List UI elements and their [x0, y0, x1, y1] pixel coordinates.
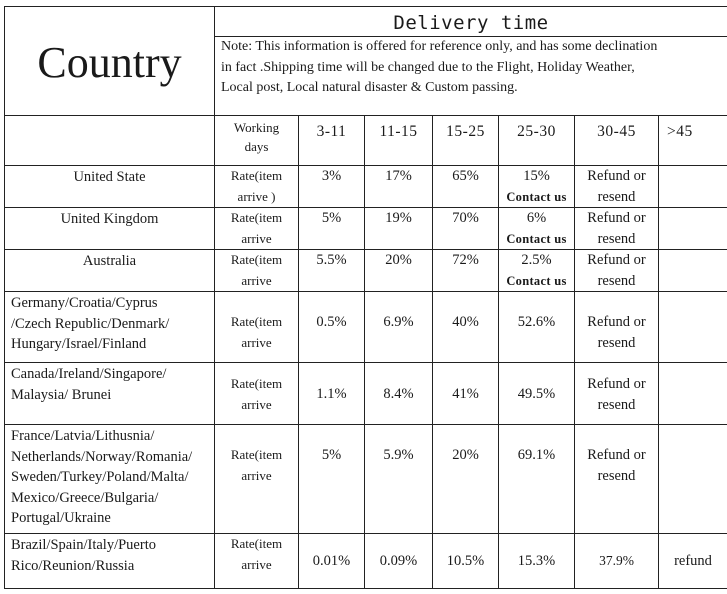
note-line: Note: This information is offered for reference only, and has some declination: [221, 39, 658, 54]
value-cell: 0.5%: [299, 292, 365, 363]
refund-cell: Refund or resend: [575, 166, 659, 208]
note-line: Local post, Local natural disaster & Custom passing.: [221, 80, 518, 95]
country-cell: Australia: [5, 250, 215, 292]
delivery-time-table: [4, 6, 727, 589]
value-cell: 15% Contact us: [499, 166, 575, 208]
value-cell: 5.5%: [299, 250, 365, 292]
value-cell: [659, 425, 727, 534]
value-cell: 5%: [299, 425, 365, 534]
country-cell: Brazil/Spain/Italy/Puerto Rico/Reunion/Russia: [5, 534, 215, 589]
blank-header-cell: [5, 116, 215, 166]
rate-cell: Rate(item arrive: [215, 292, 299, 363]
rate-cell: Rate(item arrive: [215, 363, 299, 425]
table-row: [5, 534, 727, 589]
value-cell: 5.9%: [365, 425, 433, 534]
value-cell: 6.9%: [365, 292, 433, 363]
value-cell: [659, 166, 727, 208]
table-row: [5, 363, 727, 425]
refund-cell: Refund or resend: [575, 425, 659, 534]
contact-us-link[interactable]: Contact us: [506, 273, 567, 288]
value-cell: 17%: [365, 166, 433, 208]
contact-us-link[interactable]: Contact us: [506, 189, 567, 204]
value-cell: [659, 208, 727, 250]
value-cell: [659, 292, 727, 363]
note-text: [215, 37, 727, 116]
range-header-30-45: 30-45: [575, 116, 659, 166]
table-row: [5, 292, 727, 363]
table-row: [5, 250, 727, 292]
value-cell: 8.4%: [365, 363, 433, 425]
working-days-header: Working days: [215, 116, 299, 166]
refund-cell: Refund or resend: [575, 208, 659, 250]
range-header-25-30: 25-30: [499, 116, 575, 166]
range-header-15-25: 15-25: [433, 116, 499, 166]
value-cell: 6% Contact us: [499, 208, 575, 250]
value-cell: 10.5%: [433, 534, 499, 589]
country-cell: France/Latvia/Lithusnia/ Netherlands/Norway/Romania/ Sweden/Turkey/Poland/Malta/ Mexico/Greece/Bulgaria/ Portugal/Ukraine: [5, 425, 215, 534]
value-cell: 72%: [433, 250, 499, 292]
country-cell: Canada/Ireland/Singapore/ Malaysia/ Brunei: [5, 363, 215, 425]
range-header-3-11: 3-11: [299, 116, 365, 166]
rate-cell: Rate(item arrive ): [215, 166, 299, 208]
refund-cell: Refund or resend: [575, 292, 659, 363]
value-cell: 41%: [433, 363, 499, 425]
value-cell: 49.5%: [499, 363, 575, 425]
value-cell: [659, 363, 727, 425]
range-header-over-45: >45: [659, 116, 727, 166]
value-cell: 5%: [299, 208, 365, 250]
country-cell: Germany/Croatia/Cyprus /Czech Republic/Denmark/ Hungary/Israel/Finland: [5, 292, 215, 363]
value-cell: 3%: [299, 166, 365, 208]
value-cell: 37.9%: [575, 534, 659, 589]
value-cell: 20%: [365, 250, 433, 292]
value-cell: 20%: [433, 425, 499, 534]
contact-us-link[interactable]: Contact us: [506, 231, 567, 246]
country-cell: United State: [5, 166, 215, 208]
table-row: [5, 166, 727, 208]
table-row: [5, 208, 727, 250]
value-cell: 65%: [433, 166, 499, 208]
page-title: Delivery time: [215, 7, 727, 37]
value-cell: 15.3%: [499, 534, 575, 589]
refund-cell: Refund or resend: [575, 363, 659, 425]
refund-cell: Refund or resend: [575, 250, 659, 292]
value-cell: 1.1%: [299, 363, 365, 425]
country-cell: United Kingdom: [5, 208, 215, 250]
range-header-11-15: 11-15: [365, 116, 433, 166]
value-cell: 2.5% Contact us: [499, 250, 575, 292]
value-cell: 40%: [433, 292, 499, 363]
value-cell: 52.6%: [499, 292, 575, 363]
table-row: [5, 425, 727, 534]
rate-cell: Rate(item arrive: [215, 534, 299, 589]
rate-cell: Rate(item arrive: [215, 208, 299, 250]
value-cell: [659, 250, 727, 292]
value-cell: 0.01%: [299, 534, 365, 589]
value-cell: 70%: [433, 208, 499, 250]
country-column-header: Country: [5, 7, 215, 116]
value-cell: 69.1%: [499, 425, 575, 534]
value-cell: 19%: [365, 208, 433, 250]
note-line: in fact .Shipping time will be changed due to the Flight, Holiday Weather,: [221, 59, 635, 75]
refund-cell: refund: [659, 534, 727, 589]
value-cell: 0.09%: [365, 534, 433, 589]
rate-cell: Rate(item arrive: [215, 250, 299, 292]
rate-cell: Rate(item arrive: [215, 425, 299, 534]
